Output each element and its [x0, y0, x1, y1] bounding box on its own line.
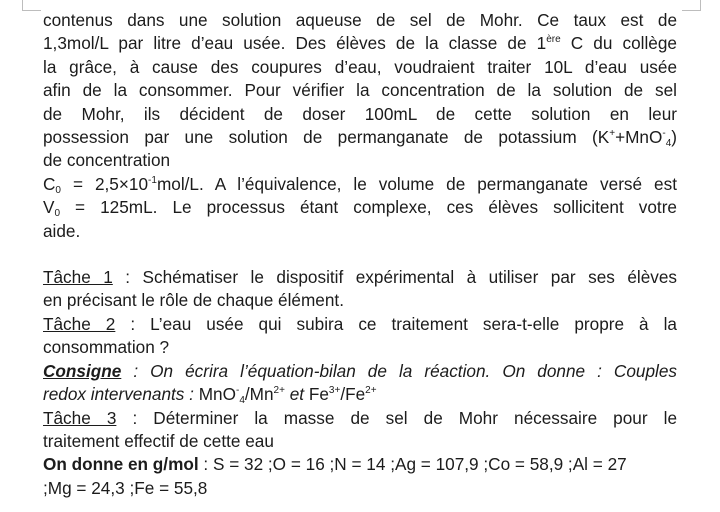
masses-line-1: On donne en g/mol : S = 32 ;O = 16 ;N = 14 ;Ag = 107,9 ;Co = 58,9 ;Al = 27 — [43, 454, 627, 475]
intro-line-10: aide. — [43, 220, 81, 241]
redox-couple-2: $Fe^{3+}/Fe^{2+}$ — [308, 384, 377, 405]
task2-label: Tâche 2 — [43, 313, 116, 334]
consigne-label: Consigne — [43, 360, 122, 381]
task3-label: Tâche 3 — [43, 407, 117, 428]
intro-line-4: afin de la consommer. Pour vérifier la concentration de la solution de sel — [43, 80, 677, 101]
crop-mark-right — [682, 0, 701, 11]
task3-line-1: Tâche 3 : Déterminer la masse de sel de Mohr nécessaire pour le — [43, 407, 678, 428]
intro-line-8: $C_0 = 2,5\times 10^{-1}mol/L$. A l’équivalence, le volume de permanganate versé est — [43, 173, 677, 196]
intro-line-7: de concentration — [43, 150, 171, 171]
intro-line-5: de Mohr, ils décident de doser 100mL de cette solution en leur — [43, 103, 677, 124]
consigne-line-1: Consigne : On écrira l’équation-bilan de la réaction. On donne : Couples — [43, 360, 677, 381]
task1-line-2: en précisant le rôle de chaque élément. — [43, 290, 344, 311]
crop-mark-left — [22, 0, 41, 11]
grade-superscript: ère — [546, 34, 561, 46]
masses-line-2: ;Mg = 24,3 ;Fe = 55,8 — [43, 477, 208, 498]
task2-line-2: consommation ? — [43, 337, 170, 358]
permanganate-formula: (K++MnO-$_4$) — [592, 127, 677, 150]
intro-line-3: la grâce, à cause des coupures d’eau, voudraient traiter 10L d’eau usée — [43, 56, 677, 77]
redox-couple-1: $MnO^-_4/Mn^{2+}$ — [198, 384, 285, 407]
task3-line-2: traitement effectif de cette eau — [43, 430, 274, 451]
intro-line-1: contenus dans une solution aqueuse de sel de Mohr. Ce taux est de — [43, 10, 677, 30]
intro-line-9: $V_0 = 125mL$. Le processus étant complexe, ces élèves sollicitent votre — [43, 197, 677, 220]
exercise-document — [43, 9, 677, 500]
intro-line-6: possession par une solution de permanganate de potassium (K++MnO-$_4$) — [43, 127, 677, 150]
task1-label: Tâche 1 — [43, 267, 113, 288]
task2-line-1: Tâche 2 : L’eau usée qui subira ce traitement sera-t-elle propre à la — [43, 313, 677, 334]
intro-line-2: 1,3mol/L par litre d’eau usée. Des élèves de la classe de 1ère C du collège — [43, 33, 677, 54]
masses-label: On donne en g/mol — [43, 454, 199, 475]
task1-line-1: Tâche 1 : Schématiser le dispositif expérimental à utiliser par ses élèves — [43, 267, 678, 288]
paragraph-gap — [43, 243, 677, 266]
consigne-line-2: redox intervenants : $MnO^-_4/Mn^{2+}$ et $Fe^{3+}/Fe^{2+}$ — [43, 384, 377, 407]
